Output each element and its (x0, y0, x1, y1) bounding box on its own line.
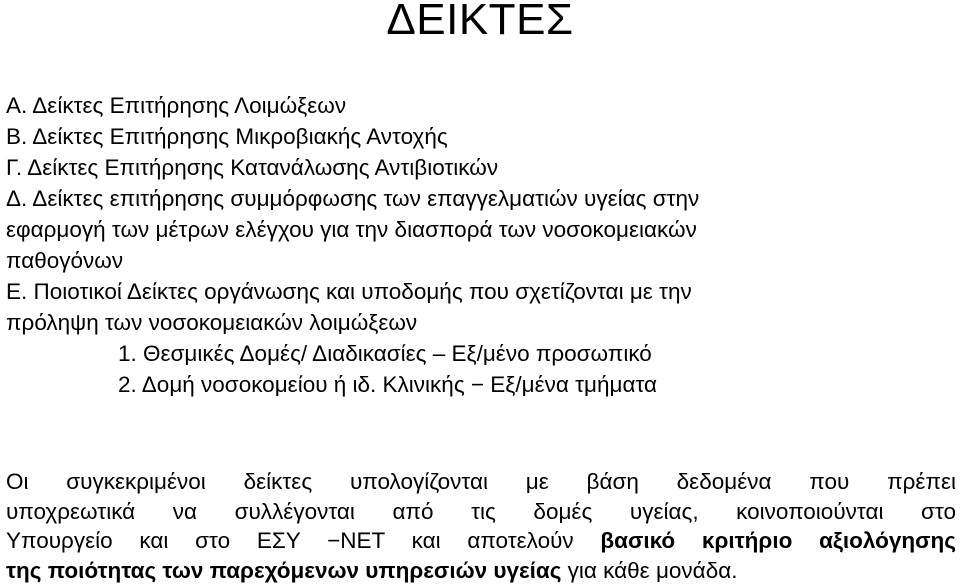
paragraph-line-2: υποχρεωτικά να συλλέγονται από τις δομές υγείας, κοινοποιούνται στο (6, 498, 956, 524)
list-item-d-line3: παθογόνων (6, 248, 124, 273)
list-item-c: Γ. Δείκτες Επιτήρησης Κατανάλωσης Αντιβιοτικών (6, 155, 499, 180)
indicator-list (6, 90, 946, 400)
paragraph-line-3-text: Υπουργείο και στο ΕΣΥ −ΝΕΤ και αποτελούν (6, 528, 601, 553)
paragraph-emphasis-1: βασικό κριτήριο αξιολόγησης (600, 528, 957, 553)
list-item-a: Α. Δείκτες Επιτήρησης Λοιμώξεων (6, 93, 347, 118)
list-item-d-line1: Δ. Δείκτες επιτήρησης συμμόρφωσης των επαγγελματιών υγείας στην (6, 186, 700, 211)
sub-item-1: 1. Θεσμικές Δομές/ Διαδικασίες – Εξ/μένο προσωπικό (118, 341, 652, 366)
list-item-e-line1: Ε. Ποιοτικοί Δείκτες οργάνωσης και υποδομής που σχετίζονται με την (6, 279, 692, 304)
summary-paragraph (6, 467, 956, 585)
slide-title: ΔΕΙΚΤΕΣ (386, 0, 574, 44)
paragraph-line-4-text: για κάθε μονάδα. (561, 557, 738, 583)
paragraph-emphasis-2: της ποιότητας των παρεχόμενων υπηρεσιών υγείας (6, 557, 562, 583)
sub-item-2: 2. Δομή νοσοκομείου ή ιδ. Κλινικής − Εξ/μένα τμήματα (118, 372, 658, 397)
paragraph-line-1: Οι συγκεκριμένοι δείκτες υπολογίζονται με βάση δεδομένα που πρέπει (6, 469, 956, 494)
list-item-b: Β. Δείκτες Επιτήρησης Μικροβιακής Αντοχής (6, 124, 448, 149)
paragraph-line-3 (6, 526, 956, 556)
list-item-d-line2: εφαρμογή των μέτρων ελέγχου για την διασπορά των νοσοκομειακών (6, 217, 697, 242)
paragraph-line-4 (6, 556, 956, 586)
list-item-e-line2: πρόληψη των νοσοκομειακών λοιμώξεων (6, 310, 418, 335)
